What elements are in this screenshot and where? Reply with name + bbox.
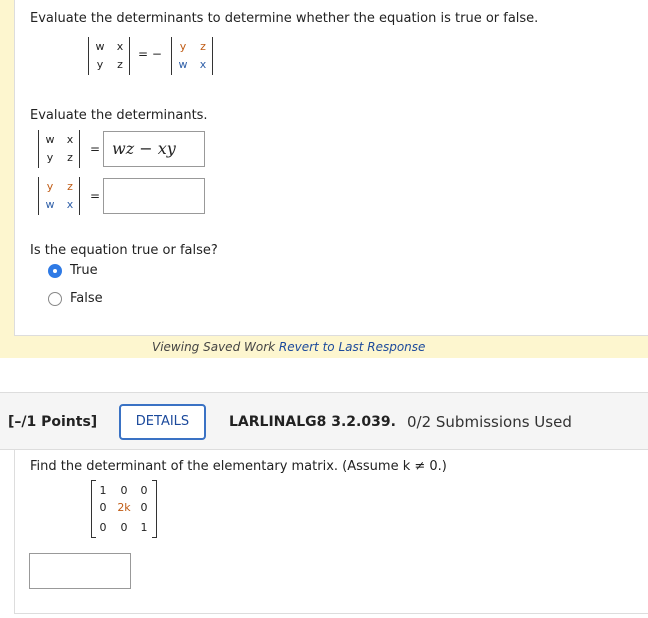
elementary-matrix: 1 0 0 0 2k 0 0 0 1: [91, 480, 157, 538]
radio-true-label: True: [70, 263, 98, 278]
determinant-1: w x y z: [38, 130, 80, 168]
submissions-used: 0/2 Submissions Used: [407, 413, 572, 431]
question-2-prompt: Find the determinant of the elementary matrix. (Assume k ≠ 0.): [30, 459, 447, 474]
question-code: LARLINALG8 3.2.039.: [229, 414, 396, 430]
question-1-prompt: Evaluate the determinants to determine whether the equation is true or false.: [30, 11, 539, 26]
question-2-header: [0, 392, 648, 450]
equation-left-determinant: w x y z: [88, 37, 130, 75]
true-false-question: Is the equation true or false?: [30, 243, 218, 258]
det1-equals: =: [90, 142, 101, 156]
viewing-saved-work-label: Viewing Saved Work: [152, 340, 276, 354]
det1-answer-field[interactable]: [103, 131, 205, 167]
q2-answer-field[interactable]: [29, 553, 131, 589]
det2-equals: =: [90, 189, 101, 203]
det1-answer-value: wz − xy: [112, 139, 176, 158]
radio-false[interactable]: [48, 292, 62, 306]
saved-work-line: [152, 340, 425, 354]
equation-right-determinant: y z w x: [171, 37, 213, 75]
revert-link[interactable]: Revert to Last Response: [278, 340, 426, 354]
points-label: [–/1 Points]: [8, 414, 98, 430]
evaluate-label: Evaluate the determinants.: [30, 108, 208, 123]
radio-false-label: False: [70, 291, 103, 306]
radio-true[interactable]: [48, 264, 62, 278]
equation-equals-minus: = −: [138, 47, 162, 61]
determinant-2: y z w x: [38, 177, 80, 215]
det2-answer-field[interactable]: [103, 178, 205, 214]
details-button[interactable]: DETAILS: [119, 404, 206, 440]
